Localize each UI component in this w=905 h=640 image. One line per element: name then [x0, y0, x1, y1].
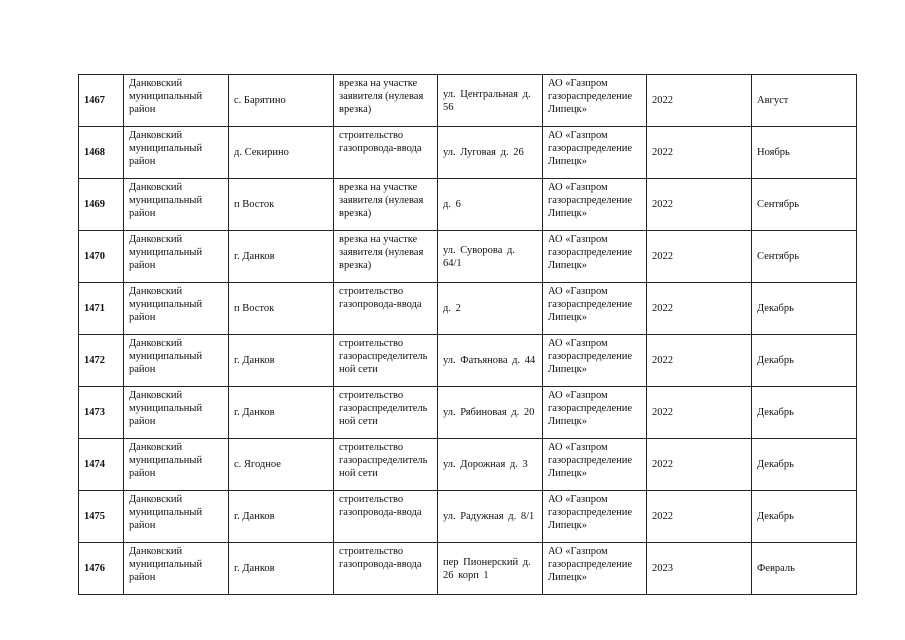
- organization-cell: АО «Газпром газораспределение Липецк»: [543, 283, 647, 335]
- year-cell: 2023: [647, 543, 752, 595]
- month-cell: Декабрь: [752, 491, 857, 543]
- year-cell: 2022: [647, 387, 752, 439]
- address-cell: д. 6: [438, 179, 543, 231]
- district-cell: Данковский муниципальный район: [124, 127, 229, 179]
- month-cell: Август: [752, 75, 857, 127]
- organization-cell: АО «Газпром газораспределение Липецк»: [543, 231, 647, 283]
- address-cell: ул. Центральная д. 56: [438, 75, 543, 127]
- year-cell: 2022: [647, 283, 752, 335]
- year-cell: 2022: [647, 439, 752, 491]
- work-type-cell: строительство газопровода-ввода: [334, 543, 438, 595]
- table-row: [79, 75, 857, 127]
- address-cell: ул. Луговая д. 26: [438, 127, 543, 179]
- month-cell: Сентябрь: [752, 179, 857, 231]
- work-type-cell: строительство газораспределитель ной сети: [334, 387, 438, 439]
- row-number: 1472: [79, 335, 124, 387]
- address-cell: д. 2: [438, 283, 543, 335]
- row-number: 1468: [79, 127, 124, 179]
- district-cell: Данковский муниципальный район: [124, 283, 229, 335]
- address-cell: ул. Рябиновая д. 20: [438, 387, 543, 439]
- address-cell: ул. Дорожная д. 3: [438, 439, 543, 491]
- work-type-cell: строительство газораспределитель ной сети: [334, 439, 438, 491]
- address-cell: пер Пионерский д. 26 корп 1: [438, 543, 543, 595]
- table-row: [79, 231, 857, 283]
- year-cell: 2022: [647, 179, 752, 231]
- gasification-table: [78, 74, 857, 595]
- organization-cell: АО «Газпром газораспределение Липецк»: [543, 127, 647, 179]
- organization-cell: АО «Газпром газораспределение Липецк»: [543, 335, 647, 387]
- row-number: 1470: [79, 231, 124, 283]
- work-type-cell: врезка на участке заявителя (нулевая врезка): [334, 231, 438, 283]
- locality-cell: г. Данков: [229, 231, 334, 283]
- table-row: [79, 491, 857, 543]
- district-cell: Данковский муниципальный район: [124, 491, 229, 543]
- month-cell: Декабрь: [752, 387, 857, 439]
- year-cell: 2022: [647, 491, 752, 543]
- year-cell: 2022: [647, 127, 752, 179]
- month-cell: Декабрь: [752, 439, 857, 491]
- organization-cell: АО «Газпром газораспределение Липецк»: [543, 75, 647, 127]
- month-cell: Декабрь: [752, 283, 857, 335]
- row-number: 1473: [79, 387, 124, 439]
- month-cell: Ноябрь: [752, 127, 857, 179]
- row-number: 1471: [79, 283, 124, 335]
- month-cell: Сентябрь: [752, 231, 857, 283]
- work-type-cell: строительство газопровода-ввода: [334, 127, 438, 179]
- locality-cell: г. Данков: [229, 387, 334, 439]
- table-row: [79, 127, 857, 179]
- organization-cell: АО «Газпром газораспределение Липецк»: [543, 439, 647, 491]
- address-cell: ул. Радужная д. 8/1: [438, 491, 543, 543]
- work-type-cell: строительство газораспределитель ной сети: [334, 335, 438, 387]
- district-cell: Данковский муниципальный район: [124, 543, 229, 595]
- organization-cell: АО «Газпром газораспределение Липецк»: [543, 387, 647, 439]
- organization-cell: АО «Газпром газораспределение Липецк»: [543, 543, 647, 595]
- locality-cell: д. Секирино: [229, 127, 334, 179]
- locality-cell: с. Ягодное: [229, 439, 334, 491]
- locality-cell: г. Данков: [229, 335, 334, 387]
- row-number: 1469: [79, 179, 124, 231]
- locality-cell: п Восток: [229, 283, 334, 335]
- year-cell: 2022: [647, 335, 752, 387]
- row-number: 1467: [79, 75, 124, 127]
- address-cell: ул. Фатьянова д. 44: [438, 335, 543, 387]
- district-cell: Данковский муниципальный район: [124, 387, 229, 439]
- organization-cell: АО «Газпром газораспределение Липецк»: [543, 179, 647, 231]
- row-number: 1475: [79, 491, 124, 543]
- locality-cell: с. Барятино: [229, 75, 334, 127]
- locality-cell: г. Данков: [229, 491, 334, 543]
- table-row: [79, 543, 857, 595]
- address-cell: ул. Суворова д. 64/1: [438, 231, 543, 283]
- work-type-cell: строительство газопровода-ввода: [334, 491, 438, 543]
- year-cell: 2022: [647, 75, 752, 127]
- month-cell: Декабрь: [752, 335, 857, 387]
- table-row: [79, 335, 857, 387]
- organization-cell: АО «Газпром газораспределение Липецк»: [543, 491, 647, 543]
- locality-cell: п Восток: [229, 179, 334, 231]
- district-cell: Данковский муниципальный район: [124, 231, 229, 283]
- district-cell: Данковский муниципальный район: [124, 179, 229, 231]
- district-cell: Данковский муниципальный район: [124, 75, 229, 127]
- district-cell: Данковский муниципальный район: [124, 335, 229, 387]
- year-cell: 2022: [647, 231, 752, 283]
- row-number: 1474: [79, 439, 124, 491]
- work-type-cell: строительство газопровода-ввода: [334, 283, 438, 335]
- work-type-cell: врезка на участке заявителя (нулевая врезка): [334, 179, 438, 231]
- table-row: [79, 439, 857, 491]
- month-cell: Февраль: [752, 543, 857, 595]
- table-row: [79, 387, 857, 439]
- work-type-cell: врезка на участке заявителя (нулевая врезка): [334, 75, 438, 127]
- table-body: [79, 75, 857, 595]
- table-row: [79, 283, 857, 335]
- locality-cell: г. Данков: [229, 543, 334, 595]
- table-row: [79, 179, 857, 231]
- district-cell: Данковский муниципальный район: [124, 439, 229, 491]
- row-number: 1476: [79, 543, 124, 595]
